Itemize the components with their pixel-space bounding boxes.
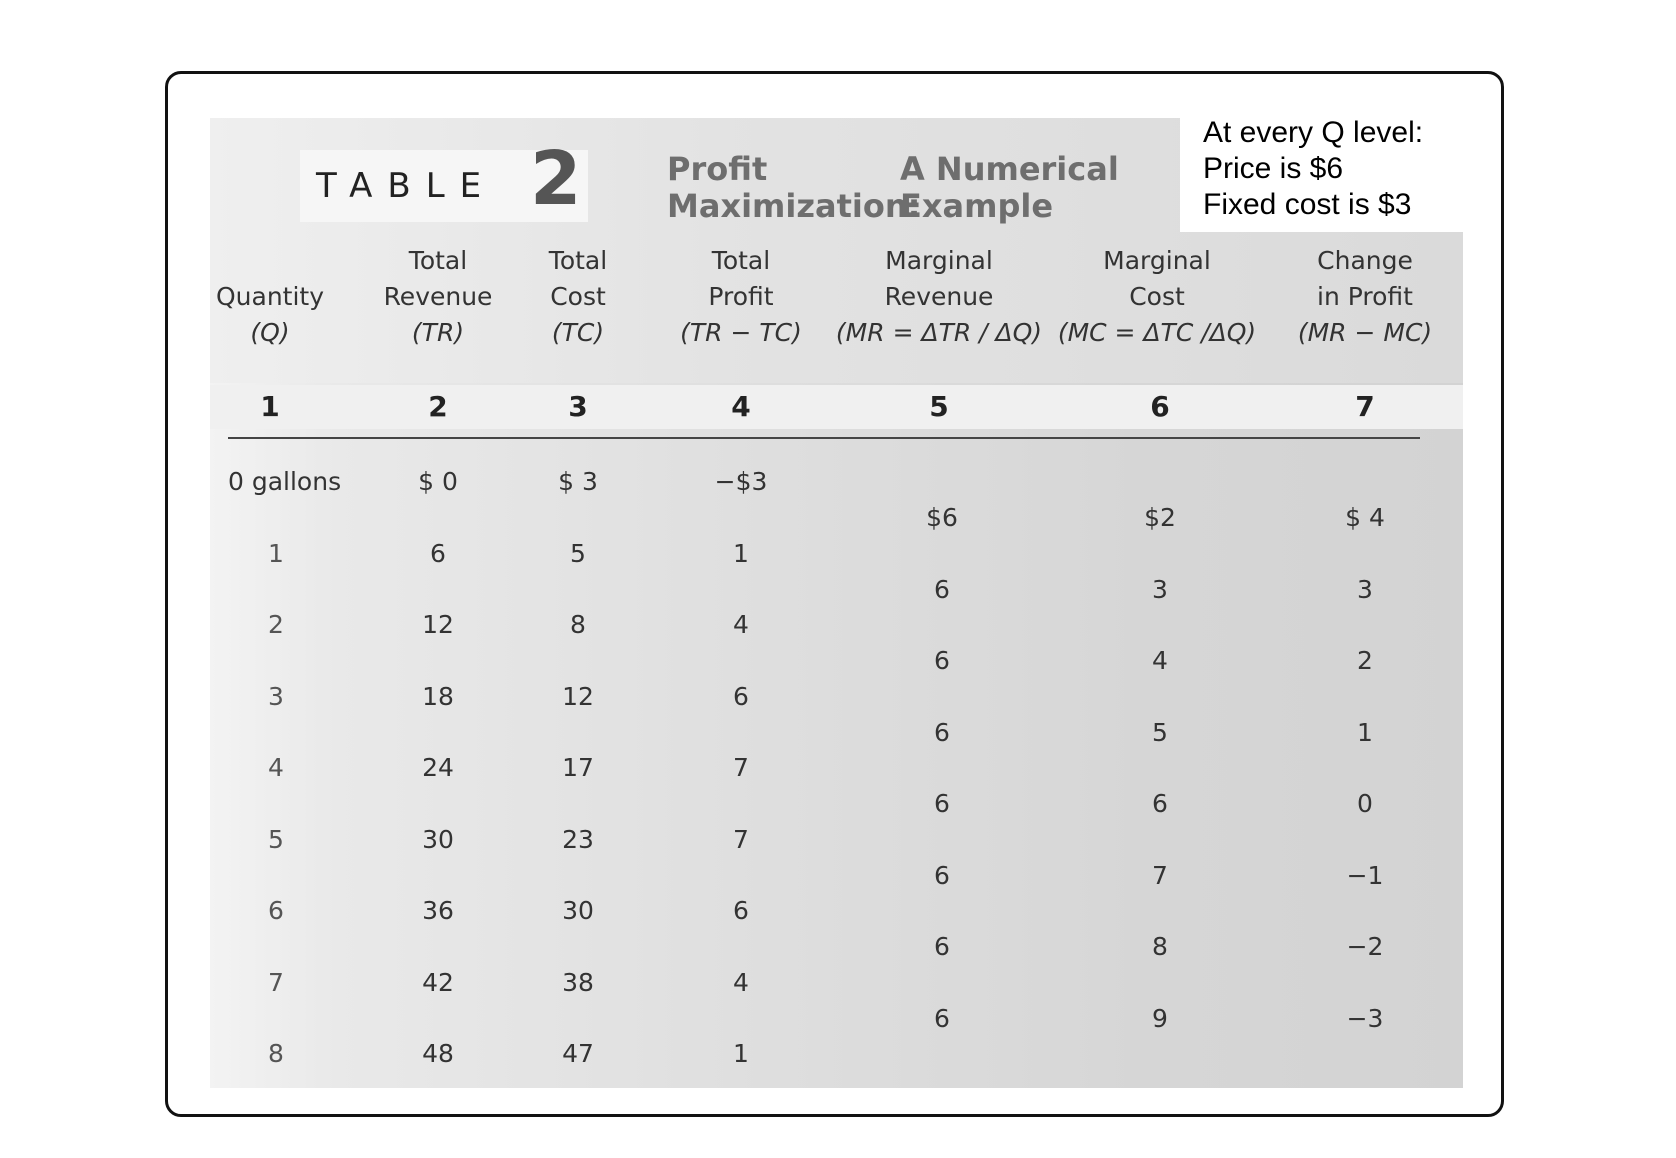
quantity-cell: 0 gallons xyxy=(228,467,342,496)
column-number-3: 3 xyxy=(568,390,588,423)
total-cost-cell: 47 xyxy=(562,1039,594,1068)
marginal-cost-cell: 8 xyxy=(1152,932,1168,961)
change-in-profit-cell: 3 xyxy=(1357,574,1373,604)
header-total-cost-line-3: (TC) xyxy=(551,318,605,347)
quantity-cell: 7 xyxy=(268,967,284,997)
total-profit-cell: 4 xyxy=(733,967,749,997)
note-line-1: At every Q level: xyxy=(1203,116,1424,149)
quantity-cell: 4 xyxy=(268,753,284,782)
column-number-5: 5 xyxy=(929,390,949,423)
total-revenue-cell: 6 xyxy=(430,538,446,568)
quantity-cell: 2 xyxy=(268,610,284,639)
total-cost-cell: 30 xyxy=(562,896,594,925)
header-total-revenue-line-1: Total xyxy=(408,246,468,275)
header-total-profit-line-3: (TR − TC) xyxy=(680,318,802,347)
header-change-in-profit-line-2: in Profit xyxy=(1317,282,1413,311)
header-change-in-profit-line-3: (MR − MC) xyxy=(1297,318,1433,347)
total-revenue-cell: 30 xyxy=(422,824,454,854)
table-title-maximization: Maximization: xyxy=(667,187,921,225)
marginal-cost-cell: 6 xyxy=(1152,789,1168,818)
total-profit-cell: 7 xyxy=(733,824,749,854)
header-marginal-cost-line-1: Marginal xyxy=(1103,246,1211,275)
marginal-revenue-cell: 6 xyxy=(934,860,950,890)
total-profit-cell: 6 xyxy=(733,896,749,925)
total-revenue-cell: $ 0 xyxy=(418,467,458,496)
total-profit-cell: 1 xyxy=(733,538,749,568)
quantity-cell: 5 xyxy=(268,824,284,854)
marginal-cost-cell: 5 xyxy=(1152,717,1168,747)
column-number-band xyxy=(210,385,1463,429)
total-cost-cell: 38 xyxy=(562,967,594,997)
total-profit-cell: 6 xyxy=(733,681,749,711)
total-cost-cell: $ 3 xyxy=(558,467,598,496)
total-revenue-cell: 12 xyxy=(422,610,454,639)
total-revenue-cell: 42 xyxy=(422,967,454,997)
total-cost-cell: 8 xyxy=(570,610,586,639)
marginal-revenue-cell: 6 xyxy=(934,574,950,604)
change-in-profit-cell: −2 xyxy=(1346,932,1384,961)
column-number-7: 7 xyxy=(1355,390,1375,423)
header-total-profit-line-2: Profit xyxy=(708,282,774,311)
header-marginal-revenue-line-1: Marginal xyxy=(885,246,993,275)
column-number-4: 4 xyxy=(731,390,751,423)
header-total-cost-line-1: Total xyxy=(548,246,608,275)
change-in-profit-cell: 0 xyxy=(1357,789,1373,818)
header-marginal-cost-line-2: Cost xyxy=(1129,282,1185,311)
header-quantity-line-2: (Q) xyxy=(250,318,290,347)
marginal-cost-cell: 7 xyxy=(1152,860,1168,890)
total-revenue-cell: 48 xyxy=(422,1039,454,1068)
change-in-profit-cell: −1 xyxy=(1346,860,1384,890)
marginal-revenue-cell: 6 xyxy=(934,932,950,961)
marginal-revenue-cell: 6 xyxy=(934,646,950,675)
header-quantity-line-1: Quantity xyxy=(215,282,325,311)
header-marginal-cost-line-3: (MC = ΔTC /ΔQ) xyxy=(1057,318,1257,347)
total-revenue-cell: 36 xyxy=(422,896,454,925)
column-number-2: 2 xyxy=(428,390,448,423)
quantity-cell: 1 xyxy=(268,538,284,568)
change-in-profit-cell: $ 4 xyxy=(1345,503,1385,532)
note-line-2: Price is $6 xyxy=(1203,152,1344,185)
total-cost-cell: 12 xyxy=(562,681,594,711)
marginal-revenue-cell: 6 xyxy=(934,1003,950,1033)
change-in-profit-cell: 2 xyxy=(1357,646,1373,675)
total-revenue-cell: 18 xyxy=(422,681,454,711)
marginal-revenue-cell: 6 xyxy=(934,789,950,818)
header-total-profit-line-1: Total xyxy=(711,246,771,275)
header-total-cost-line-2: Cost xyxy=(550,282,606,311)
table-title-example: Example xyxy=(900,187,1054,225)
header-marginal-revenue-line-2: Revenue xyxy=(884,282,994,311)
quantity-cell: 8 xyxy=(268,1039,284,1068)
header-change-in-profit-line-1: Change xyxy=(1317,246,1413,275)
column-number-1: 1 xyxy=(260,390,280,423)
table-number: 2 xyxy=(530,136,582,222)
change-in-profit-cell: 1 xyxy=(1357,717,1373,747)
marginal-revenue-cell: $6 xyxy=(926,503,958,532)
header-total-revenue-line-3: (TR) xyxy=(411,318,465,347)
total-profit-cell: 4 xyxy=(733,610,749,639)
note-line-3: Fixed cost is $3 xyxy=(1203,188,1412,221)
total-profit-cell: 1 xyxy=(733,1039,749,1068)
column-number-6: 6 xyxy=(1150,390,1170,423)
quantity-cell: 6 xyxy=(268,896,284,925)
marginal-cost-cell: 9 xyxy=(1152,1003,1168,1033)
total-cost-cell: 23 xyxy=(562,824,594,854)
header-marginal-revenue-line-3: (MR = ΔTR / ΔQ) xyxy=(835,318,1043,347)
total-profit-cell: −$3 xyxy=(714,467,768,496)
total-profit-cell: 7 xyxy=(733,753,749,782)
total-cost-cell: 5 xyxy=(570,538,586,568)
table-title-profit: Profit xyxy=(667,150,768,188)
header-total-revenue-line-2: Revenue xyxy=(383,282,493,311)
table-title-numerical: A Numerical xyxy=(900,150,1119,188)
marginal-revenue-cell: 6 xyxy=(934,717,950,747)
header-rule xyxy=(228,437,1420,439)
marginal-cost-cell: 4 xyxy=(1152,646,1168,675)
marginal-cost-cell: $2 xyxy=(1144,503,1176,532)
change-in-profit-cell: −3 xyxy=(1346,1003,1384,1033)
table-label: TABLE xyxy=(316,166,497,206)
total-cost-cell: 17 xyxy=(562,753,594,782)
quantity-cell: 3 xyxy=(268,681,284,711)
total-revenue-cell: 24 xyxy=(422,753,454,782)
marginal-cost-cell: 3 xyxy=(1152,574,1168,604)
